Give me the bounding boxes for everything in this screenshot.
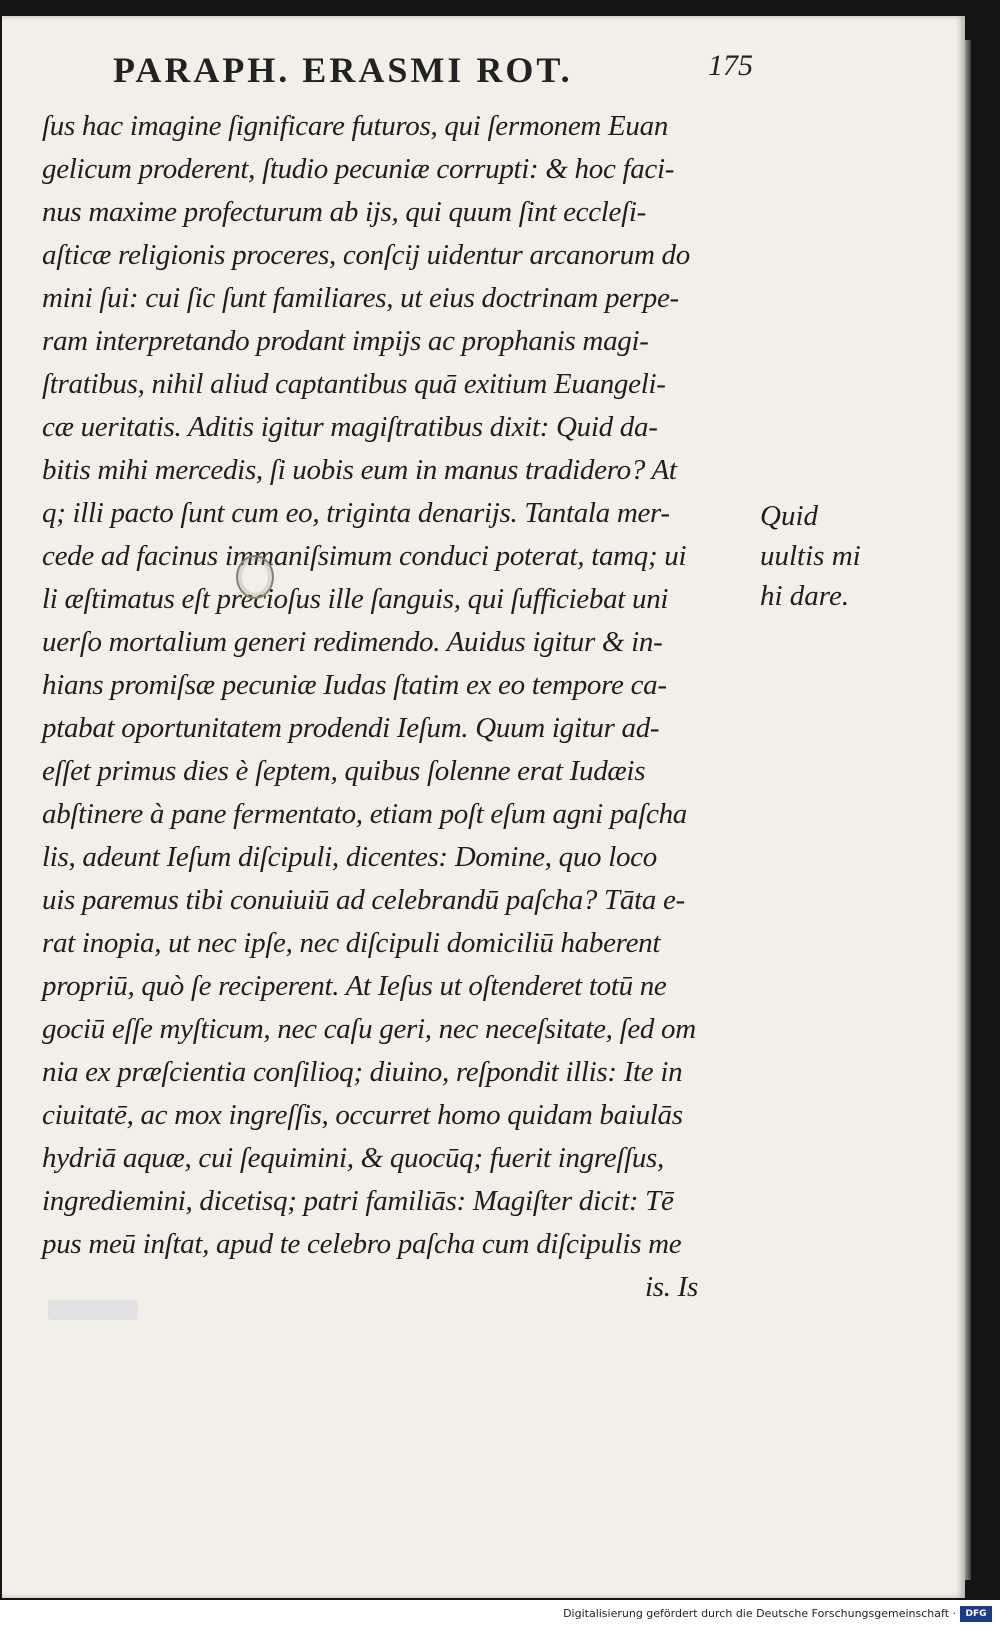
running-title: PARAPH. ERASMI ROT. xyxy=(113,50,573,90)
text-line: rat inopia, ut nec ipſe, nec diſcipuli domiciliū haberent xyxy=(42,927,661,959)
text-line: nus maxime profecturum ab ijs, qui quum ſint eccleſi- xyxy=(42,196,647,228)
text-line: gociū eſſe myſticum, nec caſu geri, nec neceſsitate, ſed om xyxy=(42,1013,696,1045)
text-line: hians promiſsæ pecuniæ Iudas ſtatim ex eo tempore ca- xyxy=(42,669,667,701)
page-edge xyxy=(965,40,971,1580)
text-line: hydriā aquæ, cui ſequimini, & quocūq; fuerit ingreſſus, xyxy=(42,1142,664,1174)
text-line: cæ ueritatis. Aditis igitur magiſtratibus dixit: Quid da- xyxy=(42,411,658,443)
digitization-footer xyxy=(0,1600,1000,1631)
ring-stain-mark xyxy=(236,555,274,599)
text-line: bitis mihi mercedis, ſi uobis eum in manus tradidero? At xyxy=(42,454,677,486)
marginal-note-line: Quid xyxy=(760,500,818,532)
text-line: ciuitatē, ac mox ingreſſis, occurret homo quidam baiulās xyxy=(42,1099,683,1131)
text-line: nia ex præſcientia conſilioq; diuino, reſpondit illis: Ite in xyxy=(42,1056,683,1088)
text-line: q; illi pacto ſunt cum eo, triginta denarijs. Tantala mer- xyxy=(42,497,670,529)
text-line: lis, adeunt Ieſum diſcipuli, dicentes: Domine, quo loco xyxy=(42,841,657,873)
faint-stamp-mark xyxy=(48,1300,138,1320)
text-line: eſſet primus dies è ſeptem, quibus ſolenne erat Iudæis xyxy=(42,755,646,787)
text-line: mini ſui: cui ſic ſunt familiares, ut eius doctrinam perpe- xyxy=(42,282,679,314)
footer-credit: Digitalisierung gefördert durch die Deutsche Forschungsgemeinschaft · xyxy=(563,1607,956,1620)
text-line: cede ad facinus immaniſsimum conduci poterat, tamq; ui xyxy=(42,540,687,572)
text-line: is. Is xyxy=(645,1271,698,1303)
text-line: aſticæ religionis proceres, conſcij uidentur arcanorum do xyxy=(42,239,690,271)
text-line: ingrediemini, dicetisq; patri familiās: Magiſter dicit: Tē xyxy=(42,1185,674,1217)
text-line: ptabat oportunitatem prodendi Ieſum. Quum igitur ad- xyxy=(42,712,660,744)
marginal-note-line: hi dare. xyxy=(760,580,850,612)
text-line: gelicum proderent, ſtudio pecuniæ corrupti: & hoc faci- xyxy=(42,153,675,185)
dfg-logo: DFG xyxy=(960,1606,992,1622)
text-line: propriū, quò ſe reciperent. At Ieſus ut oſtenderet totū ne xyxy=(42,970,667,1002)
text-line: uis paremus tibi conuiuiū ad celebrandū paſcha? Tāta e- xyxy=(42,884,685,916)
text-line: pus meū inſtat, apud te celebro paſcha cum diſcipulis me xyxy=(42,1228,682,1260)
text-line: ſtratibus, nihil aliud captantibus quā exitium Euangeli- xyxy=(42,368,666,400)
running-head xyxy=(113,49,753,97)
text-line: li æſtimatus eſt precioſus ille ſanguis, qui ſufficiebat uni xyxy=(42,583,669,615)
text-line: abſtinere à pane fermentato, etiam poſt eſum agni paſcha xyxy=(42,798,687,830)
text-line: uerſo mortalium generi redimendo. Auidus igitur & in- xyxy=(42,626,663,658)
marginal-note-line: uultis mi xyxy=(760,540,861,572)
marginal-note xyxy=(760,496,870,616)
text-line: ſus hac imagine ſignificare futuros, qui ſermonem Euan xyxy=(42,110,669,142)
main-text-block xyxy=(42,105,742,1309)
text-line: ram interpretando prodant impijs ac prophanis magi- xyxy=(42,325,649,357)
page-number: 175 xyxy=(708,49,753,82)
